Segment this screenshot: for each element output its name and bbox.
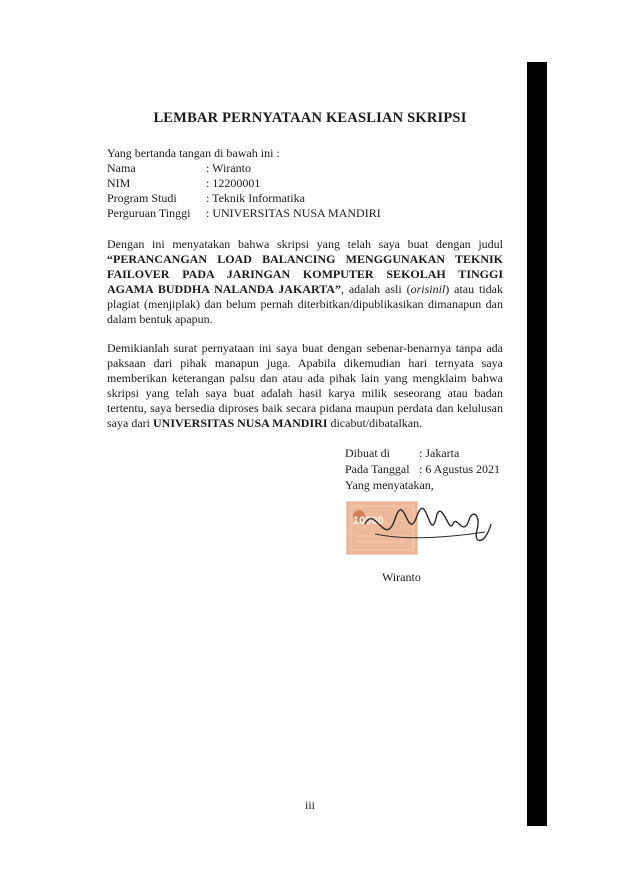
- closing-text: Yang menyatakan,: [345, 478, 434, 492]
- field-value: : Wiranto: [206, 161, 251, 175]
- stamp-value: 10000: [353, 515, 384, 527]
- signer-name: Wiranto: [382, 570, 421, 584]
- declaration-paragraph: [107, 341, 503, 431]
- page-number: iii: [304, 798, 315, 812]
- statement-mid: , adalah asli (: [340, 282, 411, 296]
- place-label: Dibuat di: [345, 446, 390, 460]
- date-value: : 6 Agustus 2021: [419, 462, 501, 476]
- thesis-title: “PERANCANGAN LOAD BALANCING MENGGUNAKAN TEKNIK FAILOVER PADA JARINGAN KOMPUTER SEKOLAH TINGGI AGAMA BUDDHA NALANDA JAKARTA”: [107, 252, 503, 296]
- statement-paragraph: [107, 237, 503, 327]
- stamp-and-signature: [345, 494, 495, 564]
- field-value: : Teknik Informatika: [206, 191, 305, 205]
- declaration-tail: dicabut/dibatalkan.: [327, 416, 423, 430]
- date-label: Pada Tanggal: [345, 462, 410, 476]
- intro-line: Yang bertanda tangan di bawah ini :: [107, 146, 280, 160]
- field-label: Program Studi: [107, 191, 177, 205]
- field-value: : 12200001: [206, 176, 261, 190]
- black-edge-bar: [527, 62, 547, 826]
- statement-italic: orisinil: [410, 282, 446, 296]
- field-value: : UNIVERSITAS NUSA MANDIRI: [206, 206, 381, 220]
- statement-lead: Dengan ini menyatakan bahwa skripsi yang telah saya buat dengan judul: [107, 237, 503, 251]
- statement-tail: ) atau tidak plagiat (menjiplak) dan belum pernah diterbitkan/dipublikasikan dimanapun dan dalam bentuk apapun.: [107, 282, 503, 326]
- place-value: : Jakarta: [419, 446, 460, 460]
- field-label: Perguruan Tinggi: [107, 206, 191, 220]
- university-name: UNIVERSITAS NUSA MANDIRI: [152, 416, 328, 430]
- materai-stamp: [347, 502, 417, 554]
- stamp-signature-graphic: [345, 494, 495, 564]
- document-title: LEMBAR PERNYATAAN KEASLIAN SKRIPSI: [153, 110, 467, 126]
- field-label: Nama: [107, 161, 136, 175]
- field-label: NIM: [107, 176, 131, 190]
- declaration-text: Demikianlah surat pernyataan ini saya buat dengan sebenar-benarnya tanpa ada paksaan dari pihak manapun juga. Apabila dikemudian hari ternyata saya memberikan keterangan palsu dan atau ada pihak lain yang mengklaim bahwa skripsi yang telah saya buat adalah hasil karya milik seseorang atau badan tertentu, saya bersedia diproses baik secara pidana maupun perdata dan kelulusan saya dari: [107, 341, 503, 430]
